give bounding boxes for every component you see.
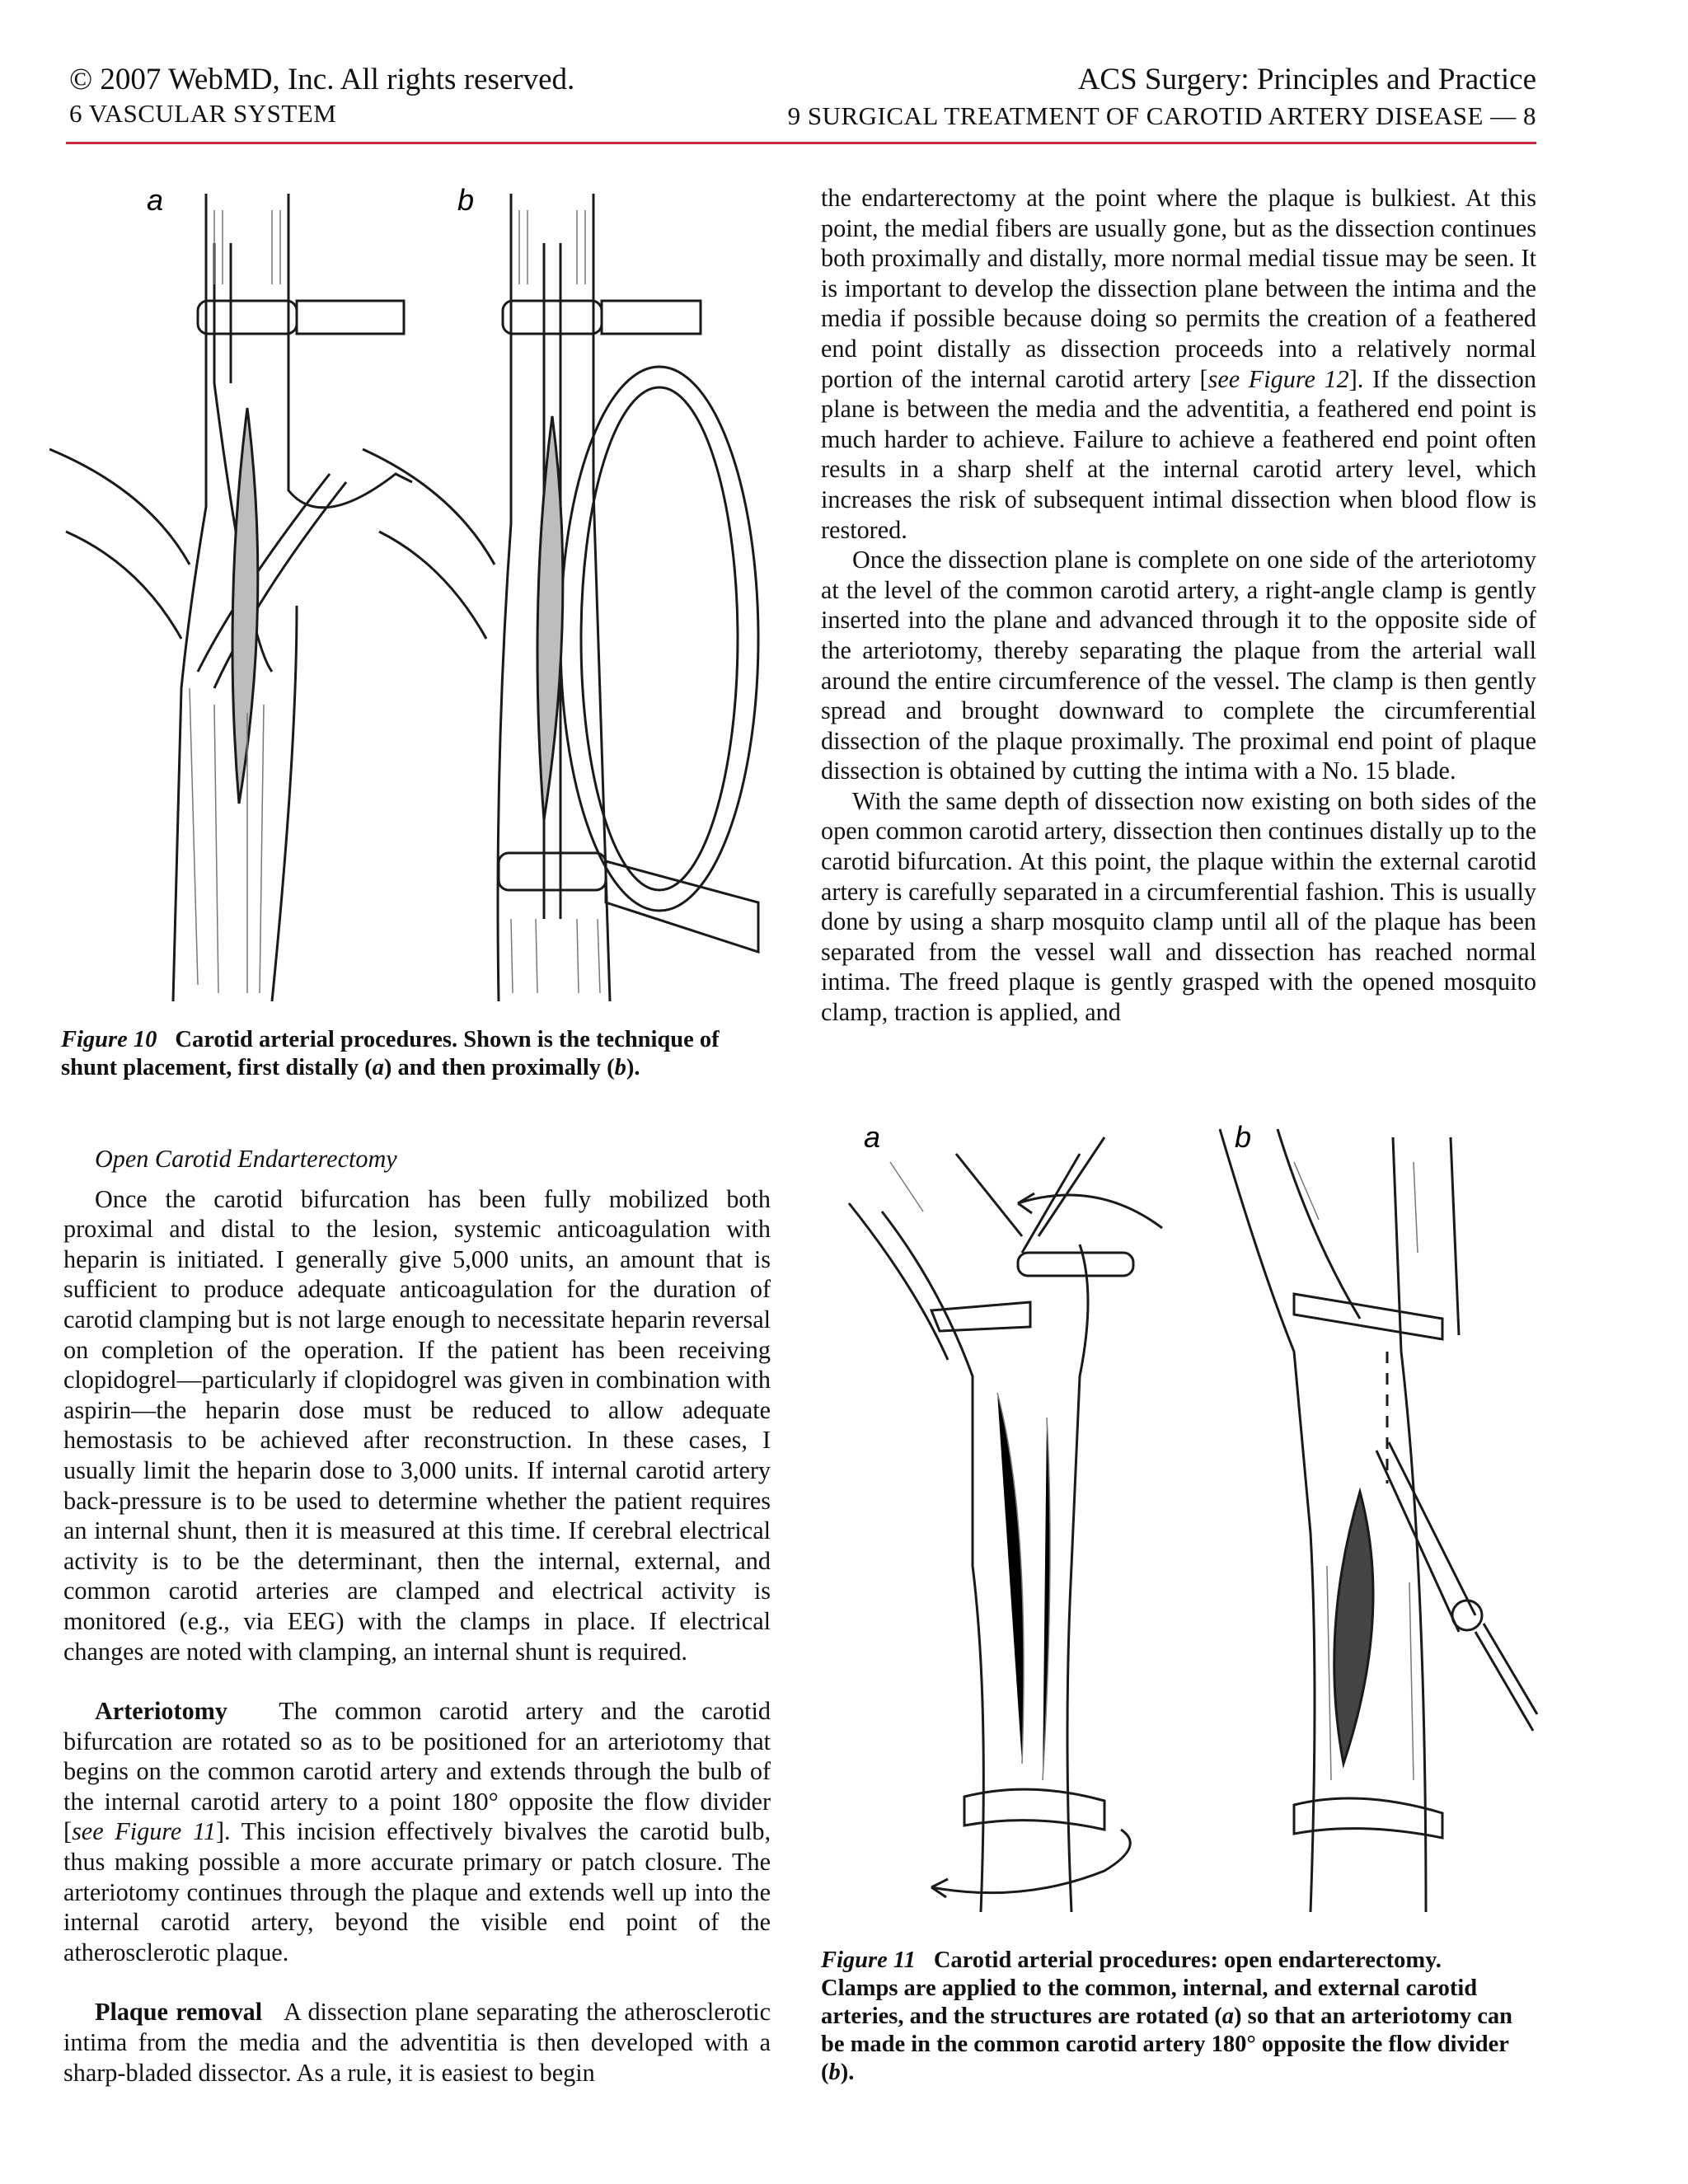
figure-11-illustration	[832, 1104, 1541, 1912]
paragraph-external-carotid-dissection: With the same depth of dissection now existing on both sides of the open common carotid artery, dissection then continues distally up to the carotid bifurcation. At this point, the plaque within the external carotid artery is carefully separated in a circumferential fashion. This is usually done by using a sharp mosquito clamp until all of the plaque has been separated from the vessel wall and dissection has reached normal intima. The freed plaque is gently grasped with the opened mosquito clamp, traction is applied, and	[821, 786, 1536, 1027]
para-1-figure-ref: see Figure 12	[1207, 364, 1349, 393]
arteriotomy-text-2: ]. This incision effectively bivalves the carotid bulb, thus making possible a more accurate primary or patch closure. The arteriotomy continues through the plaque and extends well up into the internal carotid artery, beyond the visible end point of the atherosclerotic plaque.	[63, 1817, 771, 1966]
run-in-heading-plaque-removal: Plaque removal	[95, 1998, 263, 2027]
figure-10-caption-text-2: ) and then proximally (	[383, 1055, 615, 1080]
figure-11-caption-b: b	[828, 2060, 841, 2085]
figure-10-illustration	[49, 177, 775, 1010]
figure-11-label-a: a	[864, 1120, 881, 1154]
figure-10-caption	[61, 1026, 775, 1082]
section-label: 6 VASCULAR SYSTEM	[69, 99, 337, 128]
figure-10-label-a: a	[147, 183, 164, 217]
paragraph-endarterectomy-continued	[821, 183, 1536, 545]
figure-10-caption-a: a	[372, 1055, 384, 1080]
left-column-text	[63, 1144, 771, 2088]
arteriotomy-text-1: The common carotid artery and the carotid bifurcation are rotated so as to be positioned for an arteriotomy that begins on the common carotid artery and extends through the bulb of the internal carotid artery to a point 180° opposite the flow divider [	[63, 1697, 771, 1846]
figure-10-label-b: b	[457, 183, 475, 217]
figure-11-label-b: b	[1235, 1120, 1252, 1154]
plaque-removal-text: A dissection plane separating the atherosclerotic intima from the media and the adventitia is then developed with a sharp-bladed dissector. As a rule, it is easiest to begin	[63, 1998, 771, 2087]
paragraph-right-angle-clamp: Once the dissection plane is complete on one side of the arteriotomy at the level of the common carotid artery, a right-angle clamp is gently inserted into the plane and advanced through it to the opposite side of the arteriotomy, thereby separating the plaque from the arterial wall around the entire circumference of the vessel. The clamp is then gently spread and brought downward to complete the circumferential dissection of the plaque proximally. The proximal end point of plaque dissection is obtained by cutting the intima with a No. 15 blade.	[821, 546, 1536, 785]
figure-11-caption-label: Figure 11	[821, 1947, 916, 1973]
figure-11-caption-text-3: ).	[840, 2060, 855, 2085]
chapter-label: 9 SURGICAL TREATMENT OF CAROTID ARTERY DISEASE — 8	[787, 101, 1536, 130]
paragraph-plaque-removal	[63, 1997, 771, 2088]
run-in-heading-arteriotomy: Arteriotomy	[95, 1697, 227, 1726]
para-1-text-a: the endarterectomy at the point where the plaque is bulkiest. At this point, the medial fibers are usually gone, but as the dissection continues both proximally and distally, more normal medial tissue may be seen. It is important to develop the dissection plane between the intima and the media if possible because doing so permits the creation of a feathered end point distally as dissection proceeds into a relatively normal portion of the internal carotid artery [	[821, 184, 1536, 393]
section-heading-open-carotid-endarterectomy: Open Carotid Endarterectomy	[95, 1145, 397, 1173]
arteriotomy-figure-ref: see Figure 11	[72, 1817, 216, 1846]
paragraph-arteriotomy	[63, 1696, 771, 1967]
figure-11-caption-text-1: Carotid arterial procedures: open endarterectomy. Clamps are applied to the common, internal, and external carotid arteries, and the structures are rotated (	[821, 1947, 1478, 2029]
figure-11-caption	[821, 1947, 1513, 2087]
header-rule	[66, 142, 1536, 144]
figure-10-caption-text-1: Carotid arterial procedures. Shown is the technique of shunt placement, first distally (	[61, 1027, 720, 1080]
figure-10-caption-label: Figure 10	[61, 1027, 157, 1052]
right-column-text	[821, 183, 1536, 1028]
para-1-text-b: ]. If the dissection plane is between the media and the adventitia, a feathered end point is much harder to achieve. Failure to achieve a feathered end point often results in a sharp shelf at the internal carotid artery level, which increases the risk of subsequent intimal dissection when blood flow is restored.	[821, 364, 1536, 544]
figure-10-caption-b: b	[614, 1055, 626, 1080]
book-title: ACS Surgery: Principles and Practice	[1077, 63, 1536, 96]
figure-11-caption-text-2: ) so that an arteriotomy can be made in the common carotid artery 180° opposite the flow divider (	[821, 2004, 1512, 2085]
copyright-notice: © 2007 WebMD, Inc. All rights reserved.	[69, 63, 575, 96]
figure-10-caption-text-3: ).	[626, 1055, 640, 1080]
paragraph-open-endarterectomy: Once the carotid bifurcation has been fully mobilized both proximal and distal to the lesion, systemic anticoagulation with heparin is initiated. I generally give 5,000 units, an amount that is sufficient to produce adequate anticoagulation for the duration of carotid clamping but is not large enough to necessitate heparin reversal on completion of the operation. If the patient has been receiving clopidogrel—particularly if clopidogrel was given in combination with aspirin—the heparin dose must be reduced to allow adequate hemostasis to be achieved after reconstruction. In these cases, I usually limit the heparin dose to 3,000 units. If internal carotid artery back-pressure is to be used to determine whether the patient requires an internal shunt, then it is measured at this time. If cerebral electrical activity is to be the determinant, then the internal, external, and common carotid arteries are clamped and electrical activity is monitored (e.g., via EEG) with the clamps in place. If electrical changes are noted with clamping, an internal shunt is required.	[63, 1184, 771, 1666]
figure-11-caption-a: a	[1221, 2004, 1235, 2029]
